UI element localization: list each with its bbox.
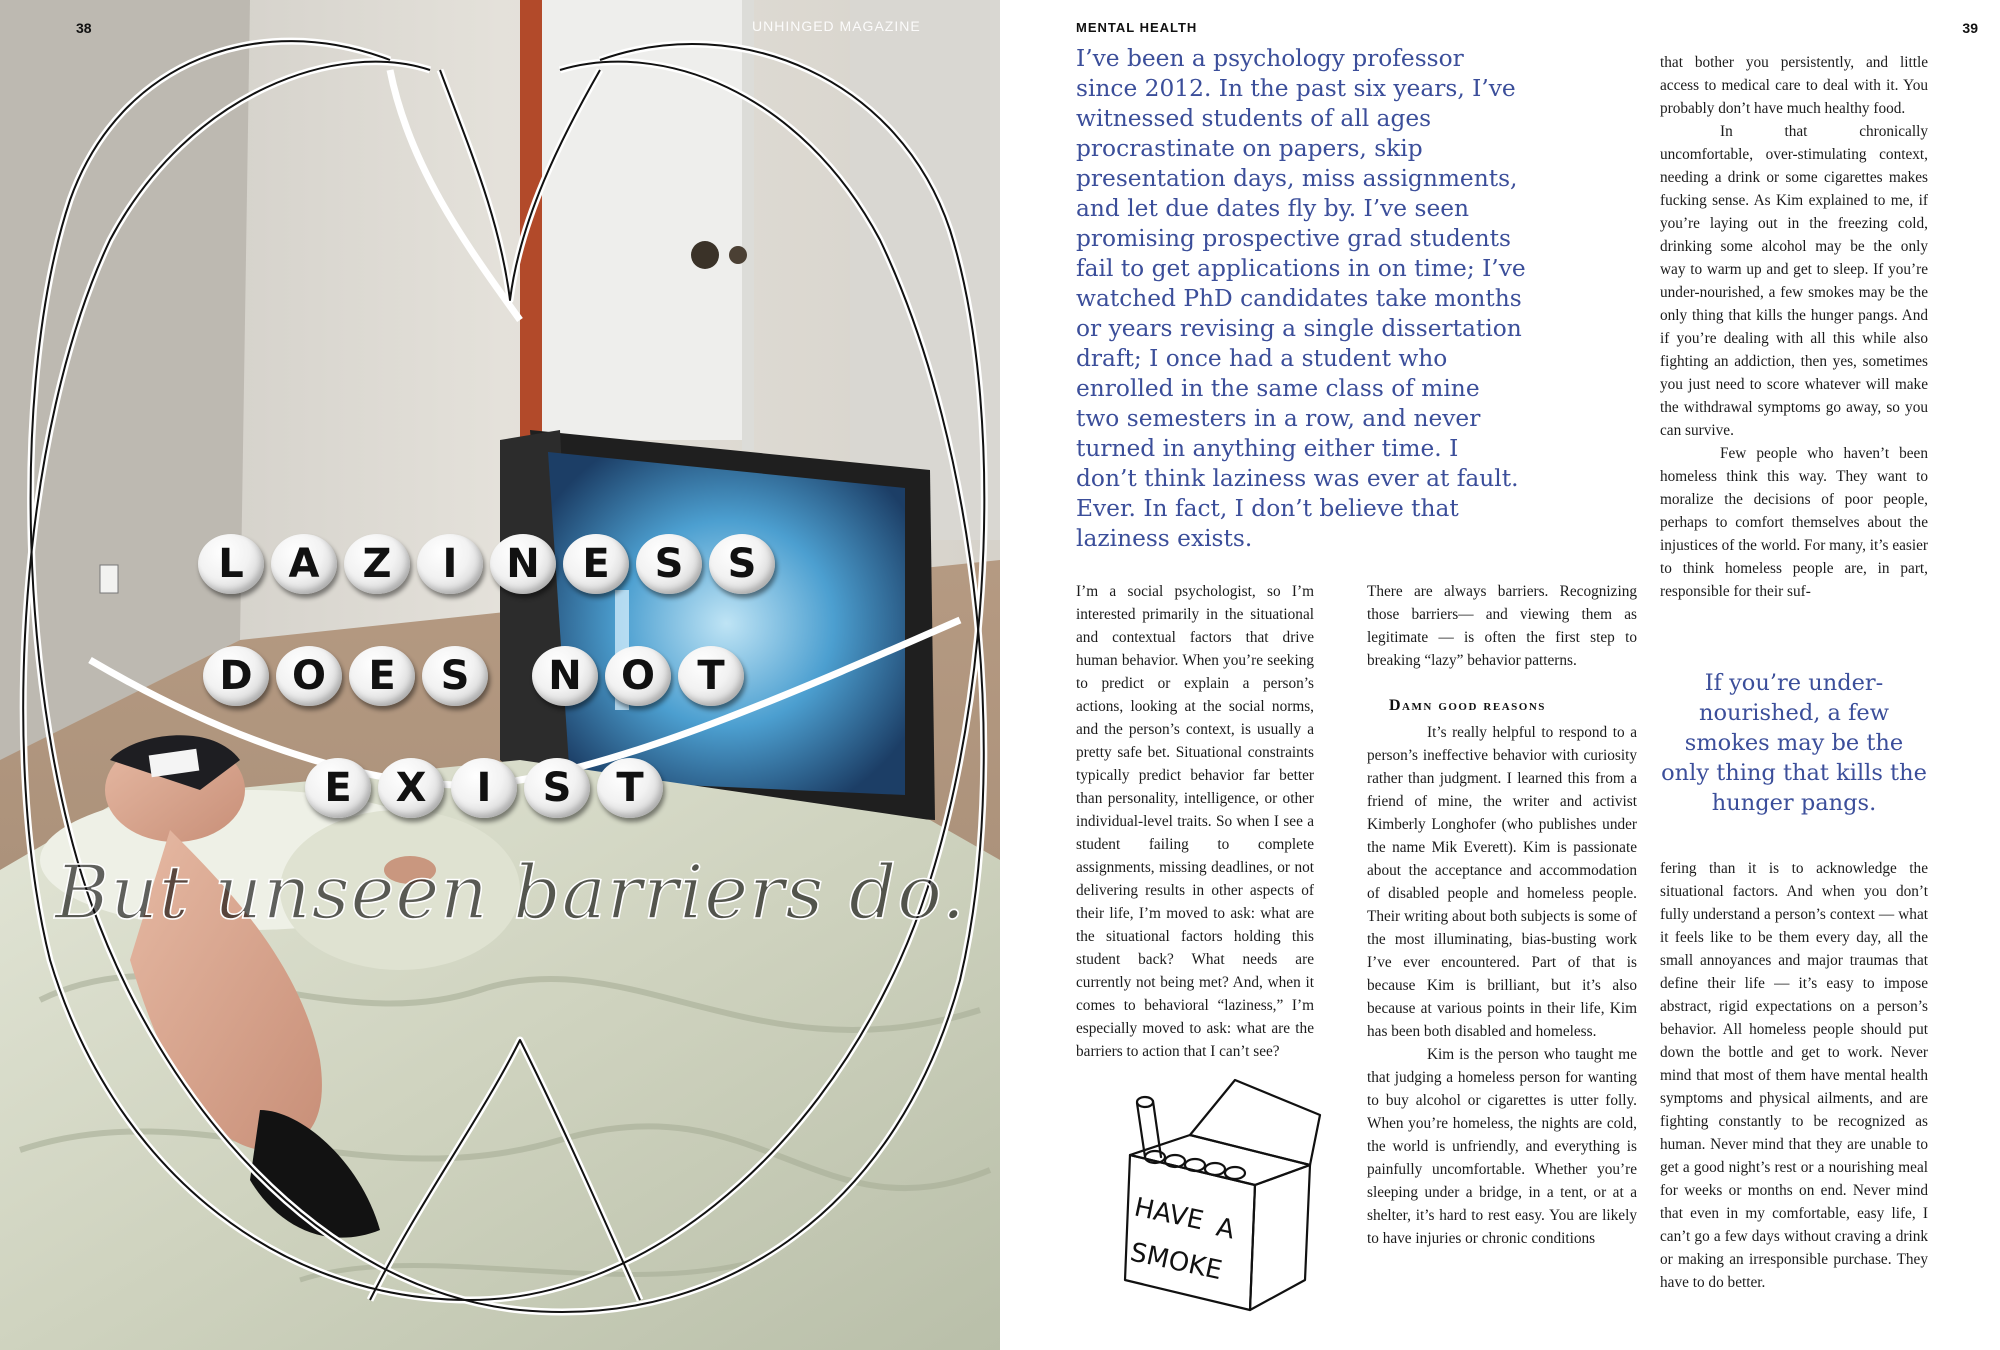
body-paragraph: In that chronically uncomfortable, over-stimulating context, needing a drink or some cigarettes makes fucking sense. As Kim explained to me, if you’re laying out in the freezing cold, drinking some alcohol may be the only way to warm up and get to sleep. If you’re under-nourished, a few smokes may be the only thing that kills the hunger pangs. And if you’re dealing with all this while also fighting an addiction, then yes, sometimes you just need to score whatever will make the withdrawal symptoms go away, so you can survive. [1660, 123, 1928, 439]
body-paragraph: that bother you persistently, and little access to medical care to deal with it. You probably don’t have much healthy food. [1660, 54, 1928, 117]
bead-gap [495, 646, 525, 706]
letter-bead: D [203, 646, 269, 706]
letter-bead: S [524, 758, 590, 818]
body-column-3-bottom [1660, 857, 1928, 1294]
body-paragraph: It’s really helpful to respond to a person’s ineffective behavior with curiosity rather than judgment. I learned this from a friend of mine, the writer and activist Kimberly Longhofer (who publishes under the name Mik Everett). Kim is passionate about the acceptance and accommodation of disabled people and homeless people. Their writing about both subjects is some of the most illuminating, bias-busting work I’ve ever encountered. Part of that is because Kim is brilliant, but it’s also because at various points in their life, Kim has been both disabled and homeless. [1367, 724, 1637, 1040]
body-paragraph: Kim is the person who taught me that judging a homeless person for wanting to buy alcohol or cigarettes is utter folly. When you’re homeless, the nights are cold, the world is unfriendly, and everything is painfully uncomfortable. Whether you’re sleeping under a bridge, in a tent, or at a shelter, it’s hard to rest easy. You are likely to have injuries or chronic conditions [1367, 1046, 1637, 1247]
headline-word-exist [305, 758, 663, 818]
body-paragraph: fering than it is to acknowledge the situational factors. And when you don’t fully understand a person’s context — what it feels like to be them every day, all the small annoyances and major traumas that define their life — it’s easy to impose abstract, rigid expectations on a person’s behavior. All homeless people should put down the bottle and get to work. Never mind that most of them have mental health symptoms and physical ailments, and are fighting constantly to be recognized as human. Never mind that they are unable to get a good night’s rest or a nourishing meal for weeks or months on end. Never mind that even in my comfortable, easy life, I can’t go a few days without craving a drink or making an irresponsible purchase. They have to do better. [1660, 860, 1928, 1291]
body-column-2 [1367, 580, 1637, 1250]
letter-bead: E [563, 534, 629, 594]
letter-bead: E [305, 758, 371, 818]
section-subhead: Damn good reasons [1389, 697, 1546, 714]
letter-bead: Z [344, 534, 410, 594]
letter-bead: X [378, 758, 444, 818]
headline-word-laziness [198, 534, 775, 594]
letter-bead: N [532, 646, 598, 706]
letter-bead: I [417, 534, 483, 594]
sketch-text-have: HAVE [1131, 1192, 1207, 1237]
letter-bead: S [422, 646, 488, 706]
page-number-right: 39 [1962, 20, 1978, 36]
body-paragraph: I’m a social psychologist, so I’m interested primarily in the situational and contextual factors that drive human behavior. When you’re seeking to predict or explain a person’s actions, looking at the social norms, and the person’s context, is usually a pretty safe bet. Situational constraints typically predict behavior far better than personality, intelligence, or other individual-level traits. So when I see a student failing to complete assignments, missing deadlines, or not delivering results in other aspects of their life, I’m moved to ask: what are the situational factors holding this student back? What needs are currently not being met? And, when it comes to behavioral “laziness,” I’m especially moved to ask: what are the barriers to action that I can’t see? [1076, 583, 1314, 1060]
letter-bead: N [490, 534, 556, 594]
body-column-3-top [1660, 51, 1928, 603]
body-column-1 [1076, 580, 1314, 1063]
letter-bead: L [198, 534, 264, 594]
right-page [1000, 0, 2000, 1350]
letter-bead: T [597, 758, 663, 818]
letter-bead: E [349, 646, 415, 706]
letter-bead: A [271, 534, 337, 594]
letter-bead: T [678, 646, 744, 706]
letter-bead: S [636, 534, 702, 594]
headline-words-does-not [203, 646, 744, 706]
letter-bead: O [605, 646, 671, 706]
body-paragraph: Few people who haven’t been homeless think this way. They want to moralize the decisions of poor people, perhaps to comfort themselves about the injustices of the world. For many, it’s easier to think homeless people are, in part, responsible for their suf- [1660, 445, 1928, 600]
page-number-left: 38 [76, 20, 92, 36]
sketch-text-smoke: SMOKE [1127, 1237, 1225, 1287]
section-label: MENTAL HEALTH [1076, 20, 1198, 35]
letter-bead: O [276, 646, 342, 706]
cigarette-pack-sketch [1115, 1075, 1325, 1315]
letter-bead: S [709, 534, 775, 594]
magazine-name: UNHINGED MAGAZINE [752, 18, 921, 34]
body-paragraph: There are always barriers. Recognizing those barriers— and viewing them as legitimate — is often the first step to breaking “lazy” behavior patterns. [1367, 583, 1637, 669]
letter-bead: I [451, 758, 517, 818]
sketch-text-a: A [1213, 1212, 1238, 1246]
headline-subtitle: But unseen barriers do. [55, 850, 967, 936]
intro-paragraph: I’ve been a psychology professor since 2012. In the past six years, I’ve witnessed students of all ages procrastinate on papers, skip presentation days, miss assignments, and let due dates fly by. I’ve seen promising prospective grad students fail to get applications in on time; I’ve watched PhD candidates take months or years revising a single dissertation draft; I once had a student who enrolled in the same class of mine two semesters in a row, and never turned in anything either time. I don’t think laziness was ever at fault. Ever. In fact, I don’t believe that laziness exists. [1076, 45, 1526, 552]
pull-quote: If you’re under-nourished, a few smokes may be the only thing that kills the hunger pangs. [1661, 670, 1927, 816]
